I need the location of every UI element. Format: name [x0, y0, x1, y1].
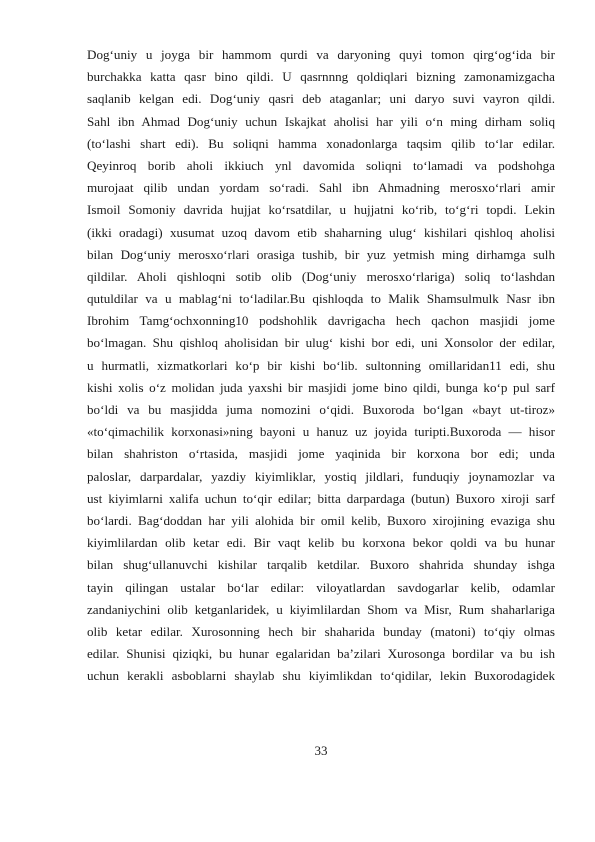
text-line: paloslar, darpardalar, yazdiy kiyimliklar, yostiq jildlari, funduqiy joynamozlar va — [87, 468, 555, 484]
text-line: qildilar. Aholi qishloqni sotib olib (Dog‘uniy merosxo‘rlariga) soliq to‘lashdan — [87, 268, 555, 284]
text-line: tayin qilingan ustalar bo‘lar edilar: viloyatlardan savdogarlar kelib, odamlar — [87, 579, 555, 595]
text-line: murojaat qilib undan yordam so‘radi. Sahl ibn Ahmadning merosxo‘rlari amir — [87, 180, 555, 196]
text-line: bilan shahriston o‘rtasida, masjidi jome yaqinida bir korxona bor edi; unda — [87, 446, 555, 462]
text-line: olib ketar edilar. Xurosonning hech bir shaharida bunday (matoni) to‘qiy olmas — [87, 623, 555, 639]
text-line: Sahl ibn Ahmad Dog‘uniy uchun Iskajkat aholisi har yili o‘n ming dirham soliq — [87, 113, 555, 129]
text-line: saqlanib kelgan edi. Dog‘uniy qasri deb ataganlar; uni daryo suvi vayron qildi. — [87, 91, 555, 107]
text-line: u hurmatli, xizmatkorlari ko‘p bir kishi bo‘lib. sultonning omillaridan11 edi, shu — [87, 357, 555, 373]
text-line: bo‘lardi. Bag‘doddan har yili alohida bir omil kelib, Buxoro xirojining evaziga shu — [87, 512, 555, 528]
text-line: kiyimlilardan olib ketar edi. Bir vaqt kelib bu korxona bekor qoldi va bu hunar — [87, 535, 555, 551]
page-number: 33 — [314, 743, 328, 758]
text-line: bo‘lmagan. Shu qishloq aholisidan bir ulug‘ kishi bor edi, uni Xonsolor der edilar, — [87, 335, 555, 351]
text-line: Qeyinroq borib aholi ikkiuch ynl davomida soliqni to‘lamadi va podshohga — [87, 157, 555, 173]
text-line: (to‘lashi shart edi). Bu soliqni hamma xonadonlarga taqsim qilib to‘lar edilar. — [87, 135, 555, 151]
text-line: uchun kerakli asboblarni shaylab shu kiyimlikdan to‘qidilar, lekin Buxorodagidek — [87, 668, 555, 684]
text-line: Dog‘uniy u joyga bir hammom qurdi va daryoning quyi tomon qirg‘og‘ida bir — [87, 47, 555, 62]
text-line: ust kiyimlarni xalifa uchun to‘qir edilar; bitta darpardaga (butun) Buxoro xiroji sarf — [87, 490, 555, 506]
text-line: burchakka katta qasr bino qildi. U qasrnnng qoldiqlari bizning zamonamizgacha — [87, 69, 555, 85]
text-line: «to‘qimachilik korxonasi»ning bayoni u hanuz uz joyida turipti.Buxoroda — hisor — [87, 424, 555, 440]
text-line: bilan Dog‘uniy merosxo‘rlari orasiga tushib, bir yuz yetmish ming dirhamga sulh — [87, 246, 555, 262]
text-line: bilan shug‘ullanuvchi kishilar tarqalib ketdilar. Buxoro shahrida shunday ishga — [87, 557, 555, 573]
text-line: edilar. Shunisi qiziqki, bu hunar egalaridan ba’zilari Xurosonga bordilar va bu ish — [87, 646, 555, 662]
text-line: Ibrohim Tamg‘ochxonning10 podshohlik davrigacha hech qachon masjidi jome — [87, 313, 555, 329]
text-line: (ikki oradagi) xusumat uzoq davom etib shaharning ulug‘ kishilari qishloq aholisi — [87, 224, 555, 240]
text-line: kishi xolis o‘z molidan juda yaxshi bir masjidi jome bino qildi, bunga ko‘p pul sarf — [87, 379, 555, 395]
text-line: zandaniychini olib ketganlaridek, u kiyimlilardan Shom va Misr, Rum shaharlariga — [87, 601, 555, 617]
document-body — [87, 44, 555, 687]
text-line: Ismoil Somoniy davrida hujjat ko‘rsatdilar, u hujjatni ko‘rib, to‘g‘ri topdi. Lekin — [87, 202, 555, 218]
text-line: qutuldilar va u mablag‘ni to‘ladilar.Bu qishloqda to Malik Shamsulmulk Nasr ibn — [87, 291, 555, 307]
text-line: bo‘ldi va bu masjidda juma nomozini o‘qidi. Buxoroda bo‘lgan «bayt ut-tiroz» — [87, 402, 555, 417]
